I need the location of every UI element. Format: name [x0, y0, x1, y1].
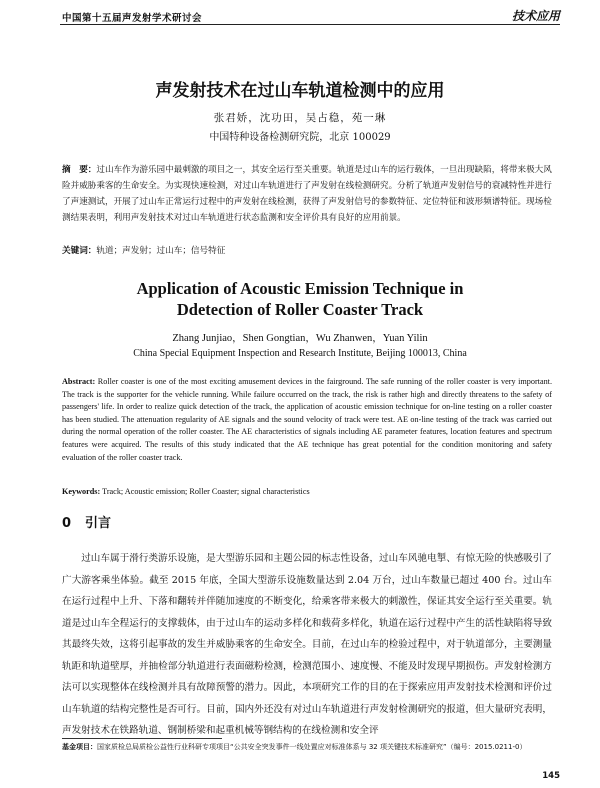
running-header-right: 技术应用: [511, 9, 560, 23]
english-title: [0, 278, 600, 320]
section-heading: [62, 512, 111, 531]
footnote-label: 基金项目：: [62, 743, 97, 751]
english-keywords-text: Track; Acoustic emission; Roller Coaster; signal characteristics: [102, 487, 310, 496]
english-authors: Zhang Junjiao，Shen Gongtian，Wu Zhanwen，Yuan Yilin: [172, 333, 428, 344]
section-title: 引言: [85, 516, 112, 531]
chinese-title: 声发射技术在过山车轨道检测中的应用: [155, 81, 445, 101]
chinese-abstract-text: 过山车作为游乐园中最刺激的项目之一，其安全运行至关重要。轨道是过山车的运行载体，一旦出现缺陷，将带来极大风险并威胁乘客的生命安全。为实现快速检测，对过山车轨道进行了声发射在线检测研究。分析了轨道声发射信号的衰减特性并进行了声速测试，开展了过山车正常运行过程中的声发射在线检测，获得了声发射信号的参数特征、定位特征和波形频谱特征。现场检测结果表明，利用声发射技术对过山车轨道进行状态监测和安全评价具有良好的应用前景。: [62, 165, 552, 223]
chinese-keywords-label: 关键词：: [62, 246, 97, 256]
chinese-abstract-label: 摘 要：: [62, 165, 97, 175]
english-abstract: [62, 376, 552, 464]
footnote-text: 国家质检总局质检公益性行业科研专项项目“公共安全突发事件一线处置应对标准体系与 32 项关键技术标准研究”（编号：2015.0211-0）: [97, 743, 527, 751]
english-affiliation: China Special Equipment Inspection and Research Institute, Beijing 100013, China: [133, 348, 467, 359]
running-header-left: 中国第十五届声发射学术研讨会: [62, 13, 203, 24]
english-title-line1: Application of Acoustic Emission Technique in: [136, 279, 464, 298]
body-paragraph: 过山车属于滑行类游乐设施，是大型游乐园和主题公园的标志性设备，过山车风驰电掣、有惊无险的快感吸引了广大游客乘坐体验。截至 2015 年底，全国大型游乐设施数量达到 2.04 万台，过山车数量已超过 400 台。过山车在运行过程中上升、下落和翻转并伴随加速度的不断变化，给乘客带来极大的刺激性，保证其安全运行至关重要。轨道是过山车全程运行的支撑载体，由于过山车的运动多样化和载荷多样化，轨道在运行过程中产生的活性缺陷将导致其最终失效，这将引起事故的发生并威胁乘客的生命安全。目前，在过山车的检验过程中，对于轨道部分，主要测量轨距和轨道壁厚，并抽检部分轨道进行表面磁粉检测，检测范围小、速度慢、不能及时发现早期损伤。声发射检测方法可以实现整体在线检测并具有故障预警的潜力。因此，本项研究工作的目的在于探索应用声发射技术检测和评价过山车轨道的结构完整性是否可行。目前，国内外还没有对过山车轨道进行声发射检测研究的报道，但大量研究表明，声发射技术在铁路轨道、钢制桥梁和起重机械等钢结构的在线检测和安全评: [62, 553, 552, 736]
english-title-line2: Ddetection of Roller Coaster Track: [176, 300, 424, 319]
chinese-affiliation: 中国特种设备检测研究院，北京 100029: [209, 132, 391, 143]
english-abstract-text: Roller coaster is one of the most exciting amusement devices in the fairground. The safe running of the roller coaster is very important. The track is the supporter for the vehicle running. While failure occurred on the track, the risk is rather high and directly threatens to the safety of passengers' life. In order to realize quick detection of the track, the application of acoustic emission technique for on-line testing on a roller coaster has been studied. The attenuation regularity of AE signals and the sound velocity of track were test. AE on-line testing of the track was carried out during the normal operation of the roller coaster. The AE characteristics of signals including AE parameter features, location features and spectrum features were acquired. The results of this study indicated that the AE technique has great potential for the condition monitoring and safety evaluation of the roller coaster track.: [62, 377, 552, 462]
footnote-rule: [62, 738, 222, 739]
chinese-keywords-text: 轨道；声发射；过山车；信号特征: [96, 246, 226, 256]
section-number: 0: [62, 516, 72, 531]
chinese-abstract: [62, 162, 552, 226]
english-keywords-label: Keywords:: [62, 487, 101, 496]
footnote: [62, 742, 552, 752]
page-number: 145: [542, 771, 560, 781]
chinese-keywords: [62, 244, 552, 256]
english-keywords: [62, 487, 552, 496]
chinese-authors: 张君娇，沈功田，吴占稳，苑一琳: [213, 112, 387, 124]
header-rule: [60, 24, 560, 25]
english-abstract-label: Abstract:: [62, 377, 96, 386]
